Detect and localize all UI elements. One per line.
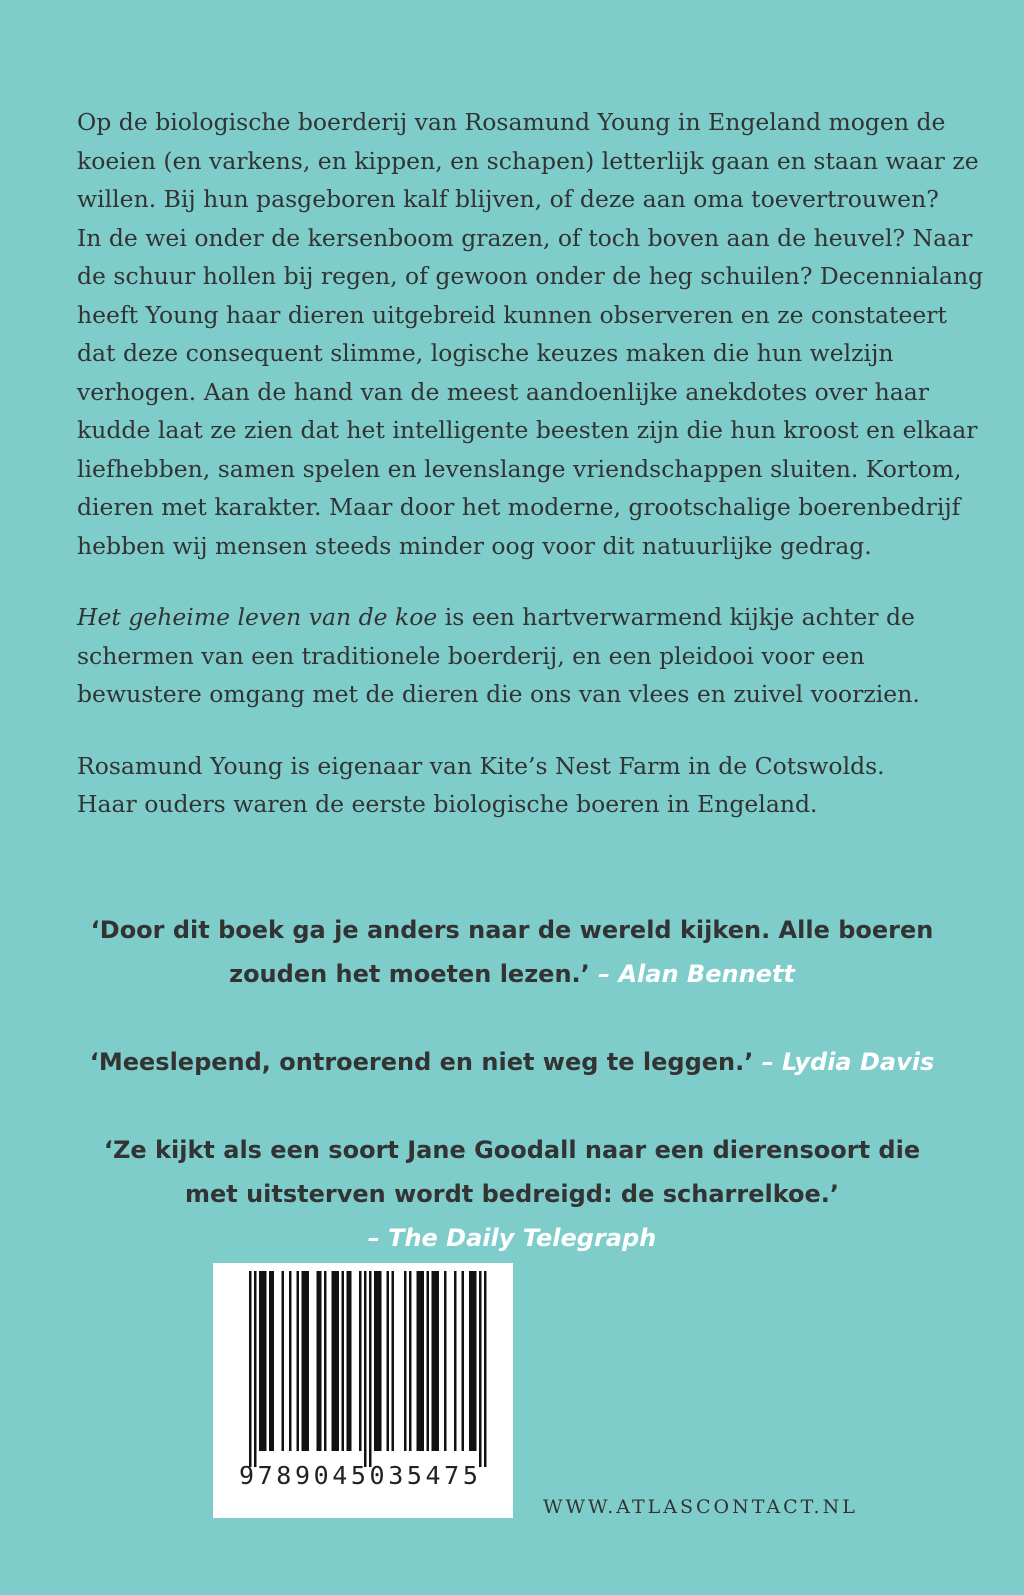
quote-author: – The Daily Telegraph — [367, 1224, 657, 1252]
barcode-bar — [359, 1271, 362, 1451]
barcode-bar — [337, 1271, 340, 1451]
quote-line — [0, 1040, 1024, 1084]
text-line: Op de biologische boerderij van Rosamund Young in Engeland mogen de — [77, 108, 946, 136]
review-quote — [0, 1128, 1024, 1260]
review-quote — [0, 1040, 1024, 1084]
barcode-bar — [369, 1271, 372, 1467]
barcode-bar — [427, 1271, 430, 1451]
barcode-bar — [317, 1271, 320, 1451]
barcode-bar — [409, 1271, 412, 1451]
barcode-bar — [437, 1271, 440, 1451]
barcode-bar — [282, 1271, 285, 1451]
text-line — [77, 598, 957, 637]
text-line: bewustere omgang met de dieren die ons van vlees en zuivel voorzien. — [77, 680, 920, 708]
quote-author: – Alan Bennett — [589, 960, 795, 988]
text-line: Haar ouders waren de eerste biologische boeren in Engeland. — [77, 790, 818, 818]
barcode-bar — [332, 1271, 335, 1451]
barcode-bar — [454, 1271, 457, 1451]
barcode-bar — [262, 1271, 265, 1451]
text-line: willen. Bij hun pasgeboren kalf blijven, of deze aan oma toevertrouwen? — [77, 185, 939, 213]
quote-text: ‘Meeslepend, ontroerend en niet weg te leggen.’ — [89, 1048, 754, 1076]
barcode-bar — [462, 1271, 465, 1451]
quote-text: ‘Door dit boek ga je anders naar de wereld kijken. Alle boeren — [90, 916, 934, 944]
text-line: dat deze consequent slimme, logische keuzes maken die hun welzijn — [77, 339, 894, 367]
publisher-website: WWW.ATLASCONTACT.NL — [543, 1496, 858, 1518]
text-line: liefhebben, samen spelen en levenslange vriendschappen sluiten. Kortom, — [77, 454, 962, 483]
text-line: Rosamund Young is eigenaar van Kite’s Nest Farm in de Cotswolds. — [77, 751, 885, 780]
barcode-bar — [474, 1271, 477, 1451]
barcode-bar — [264, 1271, 267, 1451]
barcode-bar — [387, 1271, 390, 1451]
barcode-bar — [254, 1271, 257, 1467]
barcode-bar — [334, 1271, 337, 1451]
barcode-bar — [392, 1271, 395, 1451]
barcode-bar — [404, 1271, 407, 1451]
barcode-bar — [272, 1271, 275, 1451]
text-line: koeien (en varkens, en kippen, en schapen) letterlijk gaan en staan waar ze — [77, 146, 979, 175]
blurb-paragraph-author-bio — [77, 747, 957, 824]
back-cover-blurb — [77, 103, 984, 824]
text-line: heeft Young haar dieren uitgebreid kunnen observeren en ze constateert — [77, 300, 947, 329]
barcode-bar — [349, 1271, 352, 1451]
quote-text: met uitsterven wordt bedreigd: de scharrelkoe.’ — [184, 1180, 840, 1208]
quote-text: zouden het moeten lezen.’ — [229, 960, 590, 988]
barcode-bar — [422, 1271, 425, 1451]
barcode-bar — [479, 1271, 482, 1467]
text-fragment: is een hartverwarmend kijkje achter de — [437, 603, 915, 631]
barcode-bar — [324, 1271, 327, 1451]
barcode-bar — [304, 1271, 307, 1451]
barcode-bar — [444, 1271, 447, 1451]
barcode-bar — [259, 1271, 262, 1451]
text-line: schermen van een traditionele boerderij, en een pleidooi voor een — [77, 641, 865, 670]
review-quotes — [0, 908, 1024, 1260]
blurb-paragraph-pitch — [77, 598, 957, 714]
quote-line — [0, 952, 1024, 996]
barcode-bar — [484, 1271, 487, 1467]
text-line: dieren met karakter. Maar door het moderne, grootschalige boerenbedrijf — [77, 493, 961, 521]
text-line: hebben wij mensen steeds minder oog voor dit natuurlijke gedrag. — [77, 531, 872, 560]
barcode-bar — [289, 1271, 292, 1451]
text-line: de schuur hollen bij regen, of gewoon onder de heg schuilen? Decennialang — [77, 262, 984, 290]
barcode-bar — [249, 1271, 252, 1467]
barcode-bar — [307, 1271, 310, 1451]
isbn-barcode — [213, 1263, 513, 1518]
barcode-bar — [269, 1271, 272, 1451]
barcode-bar — [364, 1271, 367, 1467]
barcode-bar — [472, 1271, 475, 1451]
text-line: In de wei onder de kersenboom grazen, of toch boven aan de heuvel? Naar — [77, 223, 973, 252]
quote-author: – Lydia Davis — [753, 1048, 935, 1076]
barcode-bar — [419, 1271, 422, 1451]
barcode-bar — [434, 1271, 437, 1451]
book-title: Het geheime leven van de koe — [77, 603, 438, 631]
barcode-bar — [469, 1271, 472, 1451]
quote-text: ‘Ze kijkt als een soort Jane Goodall naar een dierensoort die — [103, 1136, 921, 1164]
text-line: kudde laat ze zien dat het intelligente beesten zijn die hun kroost en elkaar — [77, 416, 978, 444]
barcode-bar — [374, 1271, 377, 1451]
review-quote — [0, 908, 1024, 996]
barcode-bar — [319, 1271, 322, 1451]
barcode-bar — [302, 1271, 305, 1451]
isbn-number: 9789045035475 — [239, 1461, 482, 1490]
barcode-bar — [297, 1271, 300, 1451]
barcode-bar — [417, 1271, 420, 1451]
barcode-bar — [379, 1271, 382, 1451]
barcode-bar — [347, 1271, 350, 1451]
barcode-bar — [377, 1271, 380, 1451]
barcode-bar — [432, 1271, 435, 1451]
text-line: verhogen. Aan de hand van de meest aandoenlijke anekdotes over haar — [77, 377, 930, 406]
barcode-bar — [342, 1271, 345, 1451]
blurb-paragraph-summary — [77, 103, 984, 565]
